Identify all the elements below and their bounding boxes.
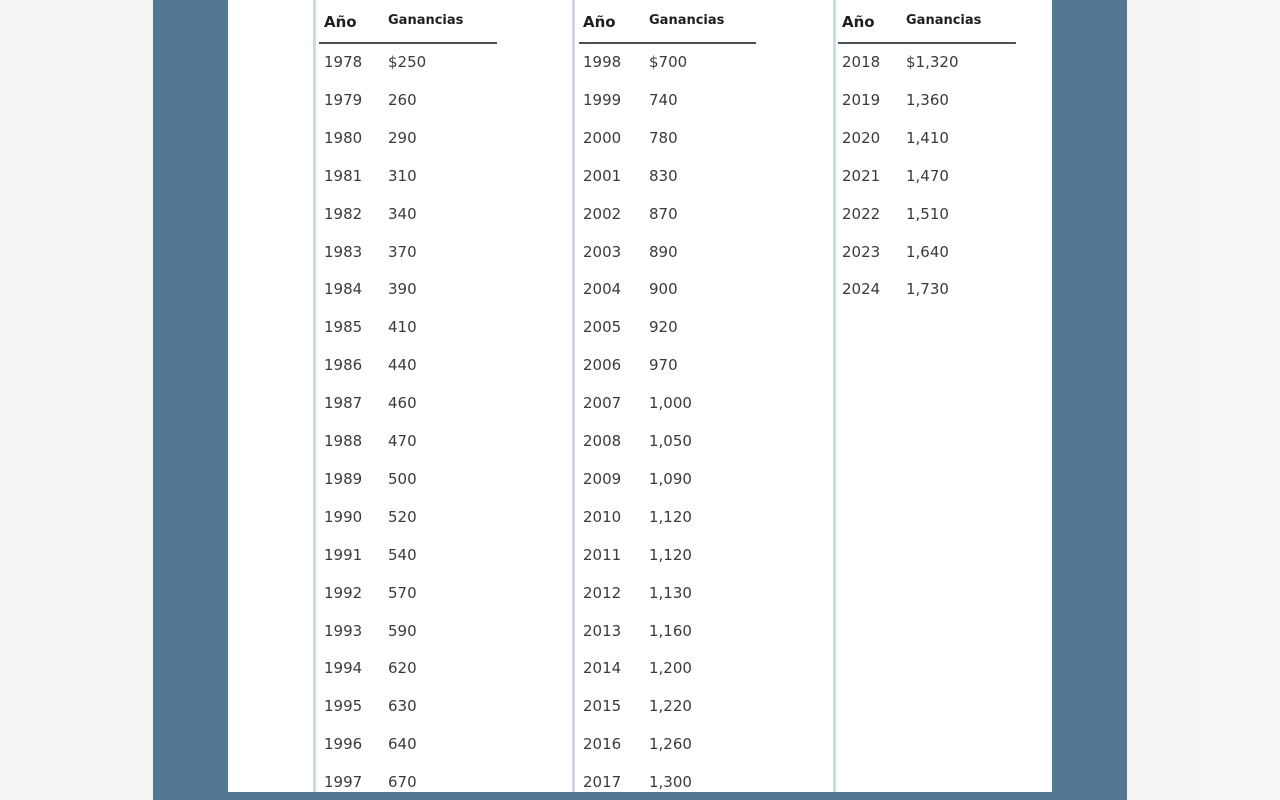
year-cell: 2018: [842, 53, 881, 71]
earnings-cell: 1,120: [649, 507, 692, 526]
earnings-cell: 1,470: [906, 166, 949, 185]
year-cell: 2014: [583, 659, 622, 678]
year-cell: 1981: [324, 166, 363, 185]
table-row: [579, 356, 756, 376]
table-row: [319, 659, 497, 679]
header-year: Año: [324, 13, 357, 31]
table-column-2: [579, 0, 756, 792]
year-cell: 2006: [583, 356, 622, 375]
earnings-cell: 1,360: [906, 90, 949, 109]
earnings-cell: $250: [388, 53, 427, 71]
table-row: [579, 243, 756, 263]
year-cell: 1993: [324, 621, 363, 640]
year-cell: 2023: [842, 242, 881, 261]
table-row: [319, 546, 497, 566]
year-cell: 2017: [583, 773, 622, 792]
table-header: [579, 0, 756, 44]
earnings-cell: 640: [388, 735, 417, 754]
table-row: [838, 243, 1016, 263]
year-cell: 2011: [583, 545, 622, 564]
earnings-cell: 1,130: [649, 583, 692, 602]
year-cell: 1995: [324, 697, 363, 716]
table-row: [319, 243, 497, 263]
year-cell: 1986: [324, 356, 363, 375]
earnings-cell: 260: [388, 90, 417, 109]
earnings-cell: 1,730: [906, 280, 949, 299]
earnings-cell: 460: [388, 394, 417, 413]
year-cell: 2010: [583, 507, 622, 526]
year-cell: 1979: [324, 90, 363, 109]
year-cell: 2016: [583, 735, 622, 754]
year-cell: 2007: [583, 394, 622, 413]
table-row: [579, 205, 756, 225]
table-row: [579, 584, 756, 604]
year-cell: 2008: [583, 432, 622, 450]
year-cell: 2024: [842, 280, 881, 299]
table-row: [838, 280, 1016, 300]
earnings-cell: 500: [388, 469, 417, 488]
table-row: [319, 167, 497, 187]
earnings-cell: 570: [388, 583, 417, 602]
table-row: [838, 129, 1016, 149]
year-cell: 1984: [324, 280, 363, 299]
header-earnings: Ganancias: [649, 13, 725, 28]
table-row: [319, 91, 497, 111]
column-divider-right: [833, 0, 836, 792]
earnings-cell: 890: [649, 242, 678, 261]
table-row: [319, 129, 497, 149]
earnings-cell: 1,640: [906, 242, 949, 261]
year-cell: 1982: [324, 204, 363, 223]
year-cell: 2022: [842, 204, 881, 223]
earnings-cell: 970: [649, 356, 678, 375]
year-cell: 1992: [324, 583, 363, 602]
header-earnings: Ganancias: [906, 13, 982, 28]
year-cell: 1997: [324, 773, 363, 792]
earnings-cell: 340: [388, 204, 417, 223]
table-header: [319, 0, 497, 44]
earnings-cell: 370: [388, 242, 417, 261]
table-row: [579, 167, 756, 187]
table-row: [838, 53, 1016, 73]
table-row: [838, 167, 1016, 187]
table-header: [838, 0, 1016, 44]
table-row: [579, 546, 756, 566]
earnings-cell: 740: [649, 90, 678, 109]
year-cell: 1988: [324, 432, 363, 450]
table-row: [579, 129, 756, 149]
table-row: [579, 394, 756, 414]
table-row: [319, 508, 497, 528]
table-row: [319, 470, 497, 490]
table-row: [319, 280, 497, 300]
earnings-cell: 390: [388, 280, 417, 299]
earnings-cell: 830: [649, 166, 678, 185]
year-cell: 1990: [324, 507, 363, 526]
table-row: [579, 773, 756, 793]
table-column-3: [838, 0, 1016, 792]
year-cell: 2019: [842, 90, 881, 109]
year-cell: 2001: [583, 166, 622, 185]
header-year: Año: [842, 13, 875, 31]
table-row: [319, 735, 497, 755]
earnings-cell: 310: [388, 166, 417, 185]
earnings-cell: 1,000: [649, 394, 692, 413]
year-cell: 2020: [842, 128, 881, 147]
earnings-cell: 780: [649, 128, 678, 147]
earnings-cell: 290: [388, 128, 417, 147]
earnings-cell: 870: [649, 204, 678, 223]
year-cell: 2000: [583, 128, 622, 147]
year-cell: 2002: [583, 204, 622, 223]
table-row: [579, 470, 756, 490]
column-divider-left: [313, 0, 316, 792]
year-cell: 2021: [842, 166, 881, 185]
earnings-cell: 670: [388, 773, 417, 792]
earnings-cell: 440: [388, 356, 417, 375]
right-gutter: [1200, 0, 1280, 800]
table-column-1: [319, 0, 497, 792]
year-cell: 1987: [324, 394, 363, 413]
year-cell: 1998: [583, 53, 622, 71]
table-row: [579, 622, 756, 642]
earnings-cell: 1,260: [649, 735, 692, 754]
year-cell: 1983: [324, 242, 363, 261]
earnings-cell: 1,120: [649, 545, 692, 564]
earnings-cell: 1,160: [649, 621, 692, 640]
year-cell: 1980: [324, 128, 363, 147]
table-row: [579, 659, 756, 679]
table-row: [319, 773, 497, 793]
year-cell: 2012: [583, 583, 622, 602]
earnings-cell: 1,200: [649, 659, 692, 678]
earnings-cell: 540: [388, 545, 417, 564]
year-cell: 1994: [324, 659, 363, 678]
earnings-cell: 1,300: [649, 773, 692, 792]
table-row: [319, 53, 497, 73]
year-cell: 2005: [583, 318, 622, 337]
earnings-cell: 520: [388, 507, 417, 526]
earnings-cell: 620: [388, 659, 417, 678]
earnings-cell: 1,410: [906, 128, 949, 147]
table-row: [319, 584, 497, 604]
table-row: [579, 318, 756, 338]
earnings-cell: $1,320: [906, 53, 959, 71]
earnings-cell: 470: [388, 432, 417, 450]
year-cell: 1999: [583, 90, 622, 109]
earnings-cell: 1,090: [649, 469, 692, 488]
earnings-cell: 410: [388, 318, 417, 337]
year-cell: 2013: [583, 621, 622, 640]
year-cell: 1991: [324, 545, 363, 564]
table-row: [319, 356, 497, 376]
table-row: [319, 432, 497, 452]
table-row: [579, 735, 756, 755]
header-year: Año: [583, 13, 616, 31]
year-cell: 2003: [583, 242, 622, 261]
year-cell: 1978: [324, 53, 363, 71]
earnings-cell: 1,510: [906, 204, 949, 223]
year-cell: 2004: [583, 280, 622, 299]
table-row: [579, 432, 756, 452]
year-cell: 2015: [583, 697, 622, 716]
table-row: [579, 280, 756, 300]
earnings-cell: 900: [649, 280, 678, 299]
document-page: [228, 0, 1052, 792]
table-row: [319, 318, 497, 338]
year-cell: 2009: [583, 469, 622, 488]
table-row: [579, 53, 756, 73]
year-cell: 1996: [324, 735, 363, 754]
table-row: [319, 622, 497, 642]
earnings-cell: 630: [388, 697, 417, 716]
table-row: [579, 91, 756, 111]
table-row: [319, 697, 497, 717]
earnings-cell: 1,050: [649, 432, 692, 450]
column-divider-middle: [572, 0, 575, 792]
table-row: [838, 205, 1016, 225]
table-row: [579, 697, 756, 717]
table-row: [838, 91, 1016, 111]
earnings-cell: 590: [388, 621, 417, 640]
table-row: [579, 508, 756, 528]
earnings-cell: 1,220: [649, 697, 692, 716]
table-row: [319, 394, 497, 414]
year-cell: 1985: [324, 318, 363, 337]
header-earnings: Ganancias: [388, 13, 464, 28]
earnings-cell: 920: [649, 318, 678, 337]
earnings-cell: $700: [649, 53, 688, 71]
year-cell: 1989: [324, 469, 363, 488]
table-row: [319, 205, 497, 225]
